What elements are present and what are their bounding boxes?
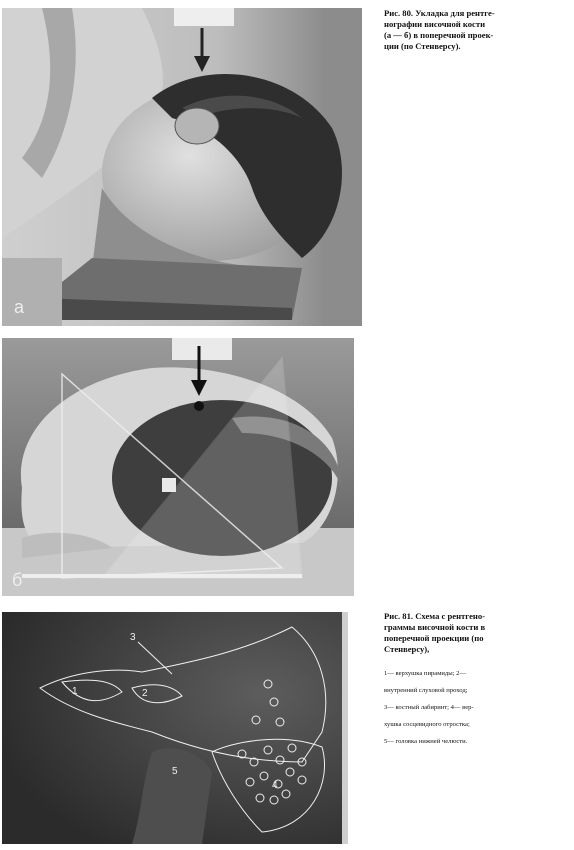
legend-line: хушка сосцевидного отростка; bbox=[384, 721, 470, 729]
caption-line: Рис. 81. Схема с рентгено- bbox=[384, 611, 485, 621]
caption-line: нографии височной кости bbox=[384, 19, 486, 29]
figure-81-caption bbox=[384, 611, 564, 756]
marker-1: 1 bbox=[72, 686, 78, 697]
photo-b-label: б bbox=[12, 570, 23, 590]
photo-a-label: а bbox=[14, 297, 25, 317]
figure-80-caption bbox=[384, 8, 564, 52]
legend-line: 1— верхушка пирамиды; 2— bbox=[384, 669, 467, 677]
photo-b-positioning bbox=[2, 338, 354, 596]
caption-line: ции (по Стенверсу). bbox=[384, 41, 461, 51]
marker-5: 5 bbox=[172, 766, 178, 777]
photo-a-positioning bbox=[2, 8, 362, 326]
caption-line: Рис. 80. Укладка для рентге- bbox=[384, 8, 495, 18]
legend-line: 3— костный лабиринт; 4— вер- bbox=[384, 703, 474, 711]
marker-3: 3 bbox=[130, 632, 136, 643]
caption-line: граммы височной кости в bbox=[384, 622, 486, 632]
caption-line: (а — б) в поперечной проек- bbox=[384, 30, 494, 40]
marker-4: 4 bbox=[272, 780, 278, 791]
caption-line: поперечной проекции (по bbox=[384, 633, 484, 643]
marker-2: 2 bbox=[142, 688, 148, 699]
caption-line: Стенверсу), bbox=[384, 644, 430, 654]
radiograph-scheme bbox=[2, 612, 348, 844]
figure-81-legend bbox=[384, 661, 564, 756]
legend-line: 5— головка нижней челюсти. bbox=[384, 738, 468, 746]
legend-line: внутренний слуховой проход; bbox=[384, 686, 468, 694]
